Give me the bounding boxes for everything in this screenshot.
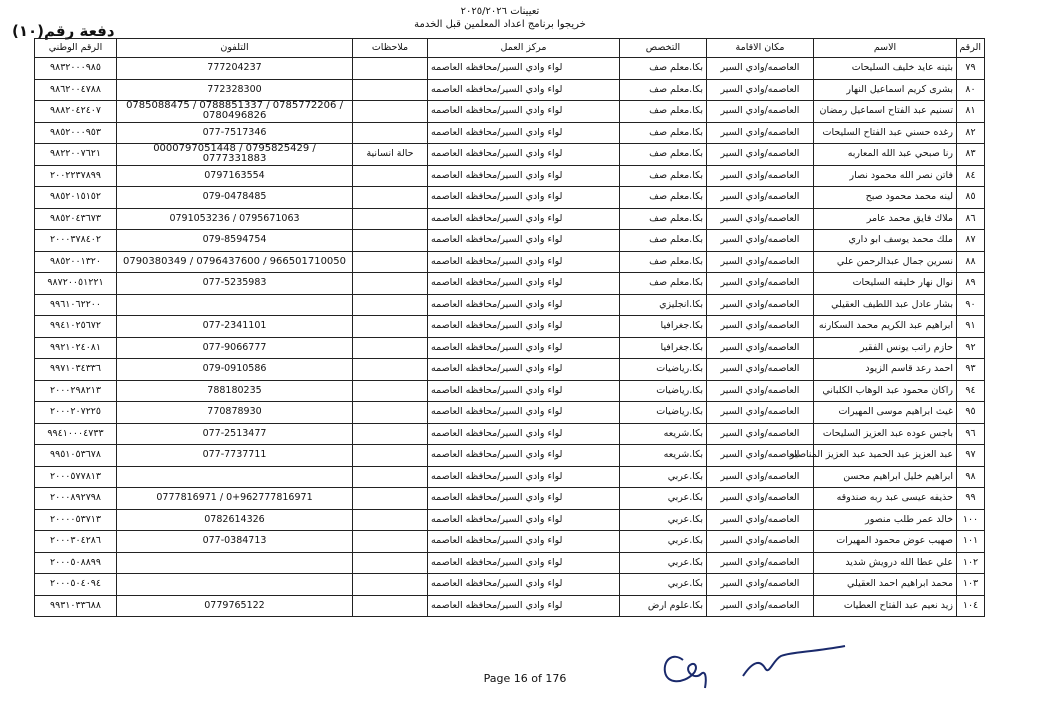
cell-phone: 077-5235983 xyxy=(117,273,353,295)
cell-workplace: لواء وادي السير/محافظه العاصمه xyxy=(428,552,620,574)
cell-phone: 077-7517346 xyxy=(117,122,353,144)
cell-specialty: بكا.عربي xyxy=(620,552,707,574)
cell-specialty: بكا.رياضيات xyxy=(620,380,707,402)
cell-name: ملك محمد يوسف ابو داري xyxy=(814,230,957,252)
table-row xyxy=(35,466,985,488)
cell-workplace: لواء وادي السير/محافظه العاصمه xyxy=(428,574,620,596)
cell-num: ٨٦ xyxy=(957,208,985,230)
cell-phone: 077-7737711 xyxy=(117,445,353,467)
cell-num: ٩٦ xyxy=(957,423,985,445)
cell-phone: 772328300 xyxy=(117,79,353,101)
table-header-row xyxy=(35,39,985,58)
cell-specialty: بكا.جغرافيا xyxy=(620,337,707,359)
cell-name: بثينه عايد خليف السليحات xyxy=(814,58,957,80)
cell-residence: العاصمه/وادي السير xyxy=(707,294,814,316)
cell-name: خالد عمر طلب منصور xyxy=(814,509,957,531)
cell-residence: العاصمه/وادي السير xyxy=(707,273,814,295)
cell-specialty: بكا.معلم صف xyxy=(620,144,707,166)
cell-phone: 0791053236 / 0795671063 xyxy=(117,208,353,230)
cell-workplace: لواء وادي السير/محافظه العاصمه xyxy=(428,165,620,187)
cell-workplace: لواء وادي السير/محافظه العاصمه xyxy=(428,144,620,166)
cell-specialty: بكا.رياضيات xyxy=(620,402,707,424)
appointments-table xyxy=(34,38,985,617)
col-header-phone: التلفون xyxy=(117,39,353,58)
cell-specialty: بكا.عربي xyxy=(620,531,707,553)
table-row xyxy=(35,574,985,596)
cell-notes xyxy=(353,402,428,424)
cell-residence: العاصمه/وادي السير xyxy=(707,165,814,187)
table-row xyxy=(35,144,985,166)
cell-residence: العاصمه/وادي السير xyxy=(707,552,814,574)
cell-residence: العاصمه/وادي السير xyxy=(707,466,814,488)
cell-workplace: لواء وادي السير/محافظه العاصمه xyxy=(428,488,620,510)
cell-workplace: لواء وادي السير/محافظه العاصمه xyxy=(428,294,620,316)
cell-num: ٨٣ xyxy=(957,144,985,166)
cell-num: ٩٠ xyxy=(957,294,985,316)
cell-name: رغده حسني عبد الفتاح السليحات xyxy=(814,122,957,144)
cell-national-id: ٢٠٠٠٥٠٤٠٩٤ xyxy=(35,574,117,596)
document-subtitle: خريجوا برنامج اعداد المعلمين قبل الخدمة xyxy=(414,19,586,30)
cell-specialty: بكا.انجليزي xyxy=(620,294,707,316)
cell-name: زيد نعيم عبد الفتاح العطيات xyxy=(814,595,957,617)
cell-residence: العاصمه/وادي السير xyxy=(707,251,814,273)
table-row xyxy=(35,122,985,144)
cell-specialty: بكا.معلم صف xyxy=(620,230,707,252)
cell-workplace: لواء وادي السير/محافظه العاصمه xyxy=(428,208,620,230)
cell-num: ٩١ xyxy=(957,316,985,338)
cell-specialty: بكا.معلم صف xyxy=(620,187,707,209)
cell-residence: العاصمه/وادي السير xyxy=(707,58,814,80)
col-header-workplace: مركز العمل xyxy=(428,39,620,58)
cell-residence: العاصمه/وادي السير xyxy=(707,488,814,510)
cell-residence: العاصمه/وادي السير xyxy=(707,337,814,359)
table-row xyxy=(35,359,985,381)
cell-workplace: لواء وادي السير/محافظه العاصمه xyxy=(428,122,620,144)
cell-workplace: لواء وادي السير/محافظه العاصمه xyxy=(428,445,620,467)
cell-residence: العاصمه/وادي السير xyxy=(707,144,814,166)
cell-notes xyxy=(353,101,428,123)
cell-name: رنا صبحي عبد الله المعاربه xyxy=(814,144,957,166)
cell-national-id: ٢٠٠٢٢٣٧٨٩٩ xyxy=(35,165,117,187)
cell-name: نسرين جمال عبدالرحمن علي xyxy=(814,251,957,273)
cell-specialty: بكا.عربي xyxy=(620,488,707,510)
cell-national-id: ٩٩٤١٠٠٠٤٧٣٣ xyxy=(35,423,117,445)
table-row xyxy=(35,337,985,359)
cell-residence: العاصمه/وادي السير xyxy=(707,79,814,101)
cell-name: باجس عوده عبد العزيز السليحات xyxy=(814,423,957,445)
cell-workplace: لواء وادي السير/محافظه العاصمه xyxy=(428,187,620,209)
table-row xyxy=(35,208,985,230)
cell-workplace: لواء وادي السير/محافظه العاصمه xyxy=(428,402,620,424)
cell-specialty: بكا.رياضيات xyxy=(620,359,707,381)
table-row xyxy=(35,187,985,209)
table-row xyxy=(35,101,985,123)
cell-name: احمد رعد قاسم الزيود xyxy=(814,359,957,381)
cell-phone: 079-8594754 xyxy=(117,230,353,252)
cell-notes xyxy=(353,208,428,230)
cell-phone: 0000797051448 / 0795825429 / 0777331883 xyxy=(117,144,353,166)
cell-residence: العاصمه/وادي السير xyxy=(707,380,814,402)
cell-workplace: لواء وادي السير/محافظه العاصمه xyxy=(428,101,620,123)
cell-name: غيث ابراهيم موسى المهيرات xyxy=(814,402,957,424)
cell-national-id: ٩٩٥١٠٥٣٦٧٨ xyxy=(35,445,117,467)
cell-notes xyxy=(353,79,428,101)
cell-national-id: ٩٨٦٢٠٠٤٧٨٨ xyxy=(35,79,117,101)
cell-notes xyxy=(353,552,428,574)
table-row xyxy=(35,79,985,101)
cell-num: ٩٤ xyxy=(957,380,985,402)
cell-residence: العاصمه/وادي السير xyxy=(707,230,814,252)
cell-residence: العاصمه/وادي السير xyxy=(707,423,814,445)
cell-national-id: ٩٨٥٢٠٠٠٩٥٣ xyxy=(35,122,117,144)
cell-num: ٨٩ xyxy=(957,273,985,295)
cell-name: تسنيم عبد الفتاح اسماعيل رمضان xyxy=(814,101,957,123)
cell-num: ٨١ xyxy=(957,101,985,123)
cell-national-id: ٩٨٢٢٠٠٧٦٢١ xyxy=(35,144,117,166)
cell-phone: 0777816971 / 0+962777816971 xyxy=(117,488,353,510)
cell-notes xyxy=(353,58,428,80)
cell-num: ٨٨ xyxy=(957,251,985,273)
cell-name: بشار عادل عبد اللطيف العقيلي xyxy=(814,294,957,316)
cell-national-id: ٩٨٧٢٠٠٥١٢٢١ xyxy=(35,273,117,295)
cell-notes: حالة انسانية xyxy=(353,144,428,166)
cell-name: ملاك فايق محمد عامر xyxy=(814,208,957,230)
table-row xyxy=(35,445,985,467)
cell-phone: 788180235 xyxy=(117,380,353,402)
cell-phone: 0779765122 xyxy=(117,595,353,617)
cell-specialty: بكا.معلم صف xyxy=(620,101,707,123)
cell-notes xyxy=(353,337,428,359)
cell-notes xyxy=(353,488,428,510)
cell-workplace: لواء وادي السير/محافظه العاصمه xyxy=(428,273,620,295)
cell-num: ٩٧ xyxy=(957,445,985,467)
cell-name: بشرى كريم اسماعيل النهار xyxy=(814,79,957,101)
cell-name: لينه محمد محمود صبح xyxy=(814,187,957,209)
cell-workplace: لواء وادي السير/محافظه العاصمه xyxy=(428,380,620,402)
cell-national-id: ٩٨٨٢٠٤٢٤٠٧ xyxy=(35,101,117,123)
col-header-name: الاسم xyxy=(814,39,957,58)
cell-residence: العاصمه/وادي السير xyxy=(707,531,814,553)
cell-name: فاتن نصر الله محمود نصار xyxy=(814,165,957,187)
cell-residence: العاصمه/وادي السير xyxy=(707,122,814,144)
cell-national-id: ٢٠٠٠٠٥٣٧١٣ xyxy=(35,509,117,531)
cell-workplace: لواء وادي السير/محافظه العاصمه xyxy=(428,251,620,273)
cell-notes xyxy=(353,466,428,488)
cell-phone: 079-0478485 xyxy=(117,187,353,209)
cell-national-id: ٩٨٣٢٠٠٠٩٨٥ xyxy=(35,58,117,80)
cell-workplace: لواء وادي السير/محافظه العاصمه xyxy=(428,466,620,488)
cell-name: حذيفه عيسى عبد ربه صندوقه xyxy=(814,488,957,510)
cell-notes xyxy=(353,294,428,316)
cell-notes xyxy=(353,316,428,338)
cell-residence: العاصمه/وادي السير xyxy=(707,208,814,230)
cell-notes xyxy=(353,165,428,187)
cell-name: صهيب عوض محمود المهيرات xyxy=(814,531,957,553)
cell-workplace: لواء وادي السير/محافظه العاصمه xyxy=(428,595,620,617)
cell-residence: العاصمه/وادي السير xyxy=(707,574,814,596)
cell-num: ٨٥ xyxy=(957,187,985,209)
table-row xyxy=(35,488,985,510)
cell-residence: العاصمه/وادي السير xyxy=(707,595,814,617)
cell-national-id: ٢٠٠٠٥٧٧٨١٣ xyxy=(35,466,117,488)
cell-notes xyxy=(353,445,428,467)
cell-name: نوال نهار خليفه السليحات xyxy=(814,273,957,295)
cell-num: ١٠٣ xyxy=(957,574,985,596)
cell-workplace: لواء وادي السير/محافظه العاصمه xyxy=(428,423,620,445)
cell-workplace: لواء وادي السير/محافظه العاصمه xyxy=(428,79,620,101)
cell-num: ٩٨ xyxy=(957,466,985,488)
table-row xyxy=(35,531,985,553)
cell-specialty: بكا.عربي xyxy=(620,509,707,531)
cell-notes xyxy=(353,531,428,553)
cell-residence: العاصمه/وادي السير xyxy=(707,509,814,531)
cell-national-id: ٩٩٢١٠٢٤٠٨١ xyxy=(35,337,117,359)
cell-name: حازم راتب يونس الفقير xyxy=(814,337,957,359)
table-row xyxy=(35,595,985,617)
cell-specialty: بكا.معلم صف xyxy=(620,273,707,295)
cell-workplace: لواء وادي السير/محافظه العاصمه xyxy=(428,230,620,252)
cell-residence: العاصمه/وادي السير xyxy=(707,101,814,123)
cell-phone: 079-0910586 xyxy=(117,359,353,381)
table-row xyxy=(35,251,985,273)
cell-notes xyxy=(353,423,428,445)
cell-num: ٩٣ xyxy=(957,359,985,381)
cell-national-id: ٩٨٥٢٠٠١٣٢٠ xyxy=(35,251,117,273)
cell-workplace: لواء وادي السير/محافظه العاصمه xyxy=(428,509,620,531)
cell-phone: 0797163554 xyxy=(117,165,353,187)
cell-phone xyxy=(117,574,353,596)
cell-num: ١٠٤ xyxy=(957,595,985,617)
table-row xyxy=(35,380,985,402)
table-row xyxy=(35,423,985,445)
cell-notes xyxy=(353,273,428,295)
cell-phone: 777204237 xyxy=(117,58,353,80)
cell-num: ٨٢ xyxy=(957,122,985,144)
cell-specialty: بكا.معلم صف xyxy=(620,122,707,144)
cell-phone: 0785088475 / 0788851337 / 0785772206 / 0780496826 xyxy=(117,101,353,123)
cell-name: علي عطا الله درويش شديد xyxy=(814,552,957,574)
cell-residence: العاصمه/وادي السير xyxy=(707,359,814,381)
table-row xyxy=(35,165,985,187)
table-row xyxy=(35,509,985,531)
cell-national-id: ٢٠٠٠٢٠٧٢٢٥ xyxy=(35,402,117,424)
cell-specialty: بكا.معلم صف xyxy=(620,251,707,273)
col-header-num: الرقم xyxy=(957,39,985,58)
table-row xyxy=(35,58,985,80)
cell-phone: 077-2513477 xyxy=(117,423,353,445)
cell-workplace: لواء وادي السير/محافظه العاصمه xyxy=(428,316,620,338)
cell-num: ٨٤ xyxy=(957,165,985,187)
col-header-notes: ملاحظات xyxy=(353,39,428,58)
batch-label: دفعة رقم(١٠) xyxy=(12,22,115,40)
cell-national-id: ٩٩٣١٠٣٣٦٨٨ xyxy=(35,595,117,617)
cell-national-id: ٩٨٥٢٠١٥١٥٢ xyxy=(35,187,117,209)
cell-workplace: لواء وادي السير/محافظه العاصمه xyxy=(428,58,620,80)
cell-national-id: ٢٠٠٠٣٧٨٤٠٢ xyxy=(35,230,117,252)
cell-num: ١٠٠ xyxy=(957,509,985,531)
col-header-national-id: الرقم الوطني xyxy=(35,39,117,58)
cell-national-id: ٩٨٥٢٠٤٣٦٧٣ xyxy=(35,208,117,230)
cell-num: ٨٠ xyxy=(957,79,985,101)
cell-national-id: ٩٩٤١٠٢٥٦٧٢ xyxy=(35,316,117,338)
document-title: تعيينات ٢٠٢٥/٢٠٢٦ xyxy=(460,6,540,17)
cell-name: عبد العزيز عبد الحميد عبد العزيز المناصير xyxy=(814,445,957,467)
cell-specialty: بكا.شريعه xyxy=(620,445,707,467)
cell-workplace: لواء وادي السير/محافظه العاصمه xyxy=(428,531,620,553)
page-number: Page 16 of 176 xyxy=(483,672,567,685)
cell-phone: 0790380349 / 0796437600 / 966501710050 xyxy=(117,251,353,273)
cell-phone xyxy=(117,294,353,316)
cell-num: ٩٢ xyxy=(957,337,985,359)
cell-notes xyxy=(353,595,428,617)
col-header-residence: مكان الاقامة xyxy=(707,39,814,58)
cell-specialty: بكا.عربي xyxy=(620,574,707,596)
table-row xyxy=(35,316,985,338)
cell-phone xyxy=(117,466,353,488)
cell-national-id: ٢٠٠٠٢٩٨٢١٣ xyxy=(35,380,117,402)
cell-specialty: بكا.معلم صف xyxy=(620,58,707,80)
table-row xyxy=(35,230,985,252)
cell-name: ابراهيم خليل ابراهيم محسن xyxy=(814,466,957,488)
cell-notes xyxy=(353,359,428,381)
cell-notes xyxy=(353,187,428,209)
cell-workplace: لواء وادي السير/محافظه العاصمه xyxy=(428,359,620,381)
cell-specialty: بكا.جغرافيا xyxy=(620,316,707,338)
cell-residence: العاصمه/وادي السير xyxy=(707,445,814,467)
cell-notes xyxy=(353,509,428,531)
cell-num: ٩٥ xyxy=(957,402,985,424)
table-row xyxy=(35,402,985,424)
cell-phone: 770878930 xyxy=(117,402,353,424)
cell-notes xyxy=(353,122,428,144)
cell-residence: العاصمه/وادي السير xyxy=(707,316,814,338)
cell-num: ٧٩ xyxy=(957,58,985,80)
cell-num: ١٠١ xyxy=(957,531,985,553)
cell-workplace: لواء وادي السير/محافظه العاصمه xyxy=(428,337,620,359)
cell-specialty: بكا.معلم صف xyxy=(620,79,707,101)
cell-national-id: ٢٠٠٠٣٠٤٢٨٦ xyxy=(35,531,117,553)
table-row xyxy=(35,294,985,316)
cell-phone: 077-9066777 xyxy=(117,337,353,359)
cell-notes xyxy=(353,251,428,273)
cell-specialty: بكا.شريعه xyxy=(620,423,707,445)
cell-phone: 077-0384713 xyxy=(117,531,353,553)
cell-national-id: ٢٠٠٠٨٩٢٧٩٨ xyxy=(35,488,117,510)
cell-phone: 0782614326 xyxy=(117,509,353,531)
cell-num: ٨٧ xyxy=(957,230,985,252)
cell-phone: 077-2341101 xyxy=(117,316,353,338)
table-row xyxy=(35,552,985,574)
cell-specialty: بكا.معلم صف xyxy=(620,165,707,187)
col-header-specialty: التخصص xyxy=(620,39,707,58)
cell-national-id: ٩٩٦١٠٦٢٢٠٠ xyxy=(35,294,117,316)
cell-residence: العاصمه/وادي السير xyxy=(707,187,814,209)
cell-phone xyxy=(117,552,353,574)
cell-specialty: بكا.عربي xyxy=(620,466,707,488)
cell-specialty: بكا.معلم صف xyxy=(620,208,707,230)
cell-name: محمد ابراهيم احمد العقيلي xyxy=(814,574,957,596)
cell-notes xyxy=(353,230,428,252)
cell-name: راكان محمود عبد الوهاب الكلباني xyxy=(814,380,957,402)
cell-specialty: بكا.علوم ارض xyxy=(620,595,707,617)
cell-name: ابراهيم عبد الكريم محمد السكارنه xyxy=(814,316,957,338)
table-row xyxy=(35,273,985,295)
cell-residence: العاصمه/وادي السير xyxy=(707,402,814,424)
cell-notes xyxy=(353,574,428,596)
cell-national-id: ٩٩٧١٠٣٤٣٣٦ xyxy=(35,359,117,381)
cell-num: ٩٩ xyxy=(957,488,985,510)
cell-num: ١٠٢ xyxy=(957,552,985,574)
cell-notes xyxy=(353,380,428,402)
cell-national-id: ٢٠٠٠٥٠٨٨٩٩ xyxy=(35,552,117,574)
